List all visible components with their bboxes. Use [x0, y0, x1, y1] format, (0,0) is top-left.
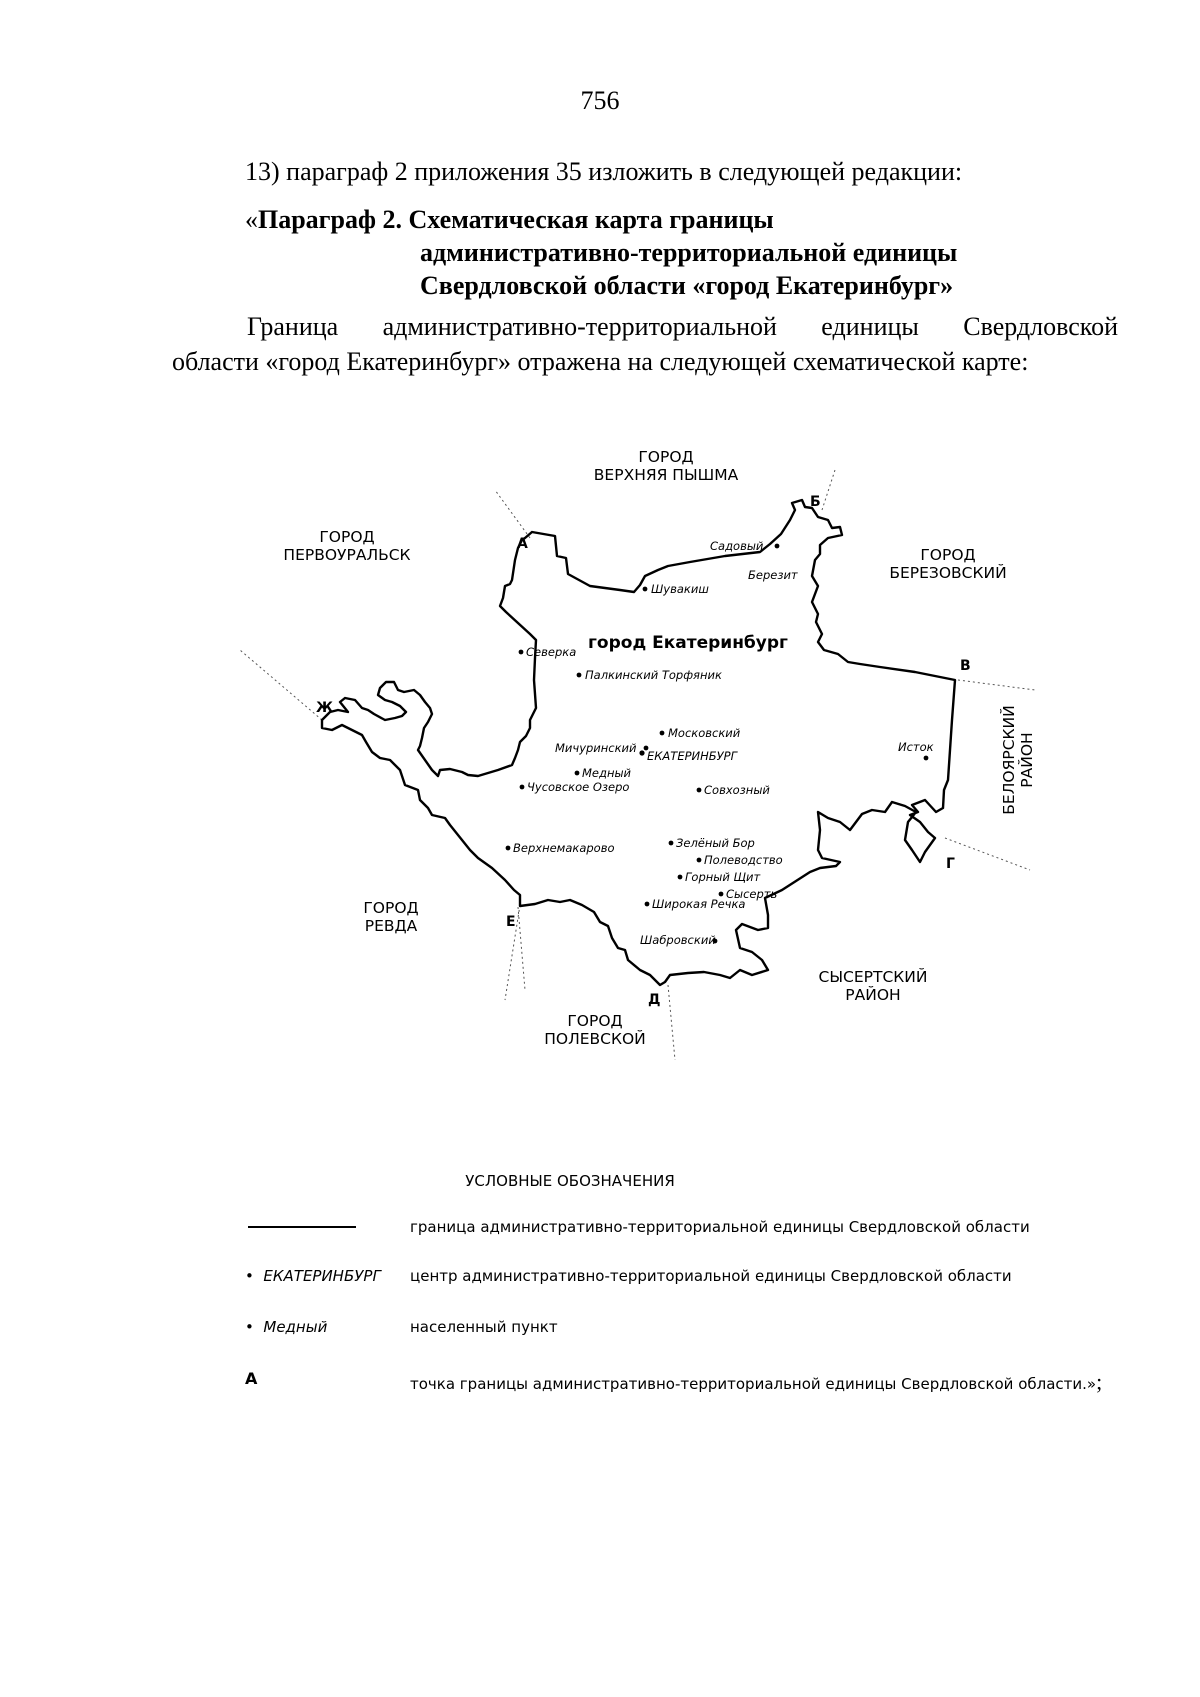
settlement-dot — [519, 650, 524, 655]
settlement-sysert: Сысерть — [726, 887, 778, 901]
settlement-zeleny-bor: Зелёный Бор — [676, 836, 755, 850]
center-dot — [639, 750, 644, 755]
legend-center-symbol: • ЕКАТЕРИНБУРГ — [245, 1267, 381, 1285]
neighbor-revda-1: ГОРОД — [363, 899, 419, 917]
neighbor-berezovsky-2: БЕРЕЗОВСКИЙ — [889, 564, 1007, 582]
legend-center-label: ЕКАТЕРИНБУРГ — [263, 1267, 381, 1285]
settlement-dot — [643, 587, 648, 592]
intro-line-1: Граница административно-территориальной единицы Свердловской — [247, 312, 1118, 341]
legend-semicolon: ; — [1096, 1369, 1103, 1394]
legend-title: УСЛОВНЫЕ ОБОЗНАЧЕНИЯ — [465, 1172, 675, 1190]
settlement-dot — [577, 673, 582, 678]
point-e: Е — [506, 914, 516, 930]
settlement-palkinsky: Палкинский Торфяник — [585, 668, 722, 682]
neighbor-beloyarsky-1: БЕЛОЯРСКИЙ — [1000, 705, 1018, 815]
neighbor-pervouralsk-1: ГОРОД — [319, 528, 375, 546]
legend-point-symbol: А — [245, 1369, 258, 1388]
point-a: А — [517, 536, 528, 552]
point-b: Б — [810, 494, 821, 510]
intro-line-2: области «город Екатеринбург» отражена на следующей схематической карте: — [172, 347, 1029, 376]
legend-point-desc — [410, 1369, 1102, 1395]
neighbor-revda-2: РЕВДА — [364, 917, 418, 935]
neighbor-pervouralsk-2: ПЕРВОУРАЛЬСК — [283, 546, 411, 564]
legend-center-desc: центр административно-территориальной единицы Свердловской области — [410, 1267, 1012, 1285]
center-label: ЕКАТЕРИНБУРГ — [647, 749, 738, 763]
neighbor-verkhnyaya-pyshma-2: ВЕРХНЯЯ ПЫШМА — [593, 466, 739, 484]
center-marker — [639, 749, 738, 763]
settlement-dot — [575, 771, 580, 776]
neighbor-polevskoy-1: ГОРОД — [567, 1012, 623, 1030]
heading-line-3: Свердловской области «город Екатеринбург» — [420, 271, 954, 300]
settlement-severka: Северка — [526, 645, 577, 659]
settlement-moskovsky: Московский — [668, 726, 741, 740]
settlement-dot — [645, 902, 650, 907]
settlement-michurinsky: Мичуринский — [555, 741, 637, 755]
legend-point-text: точка границы административно-территориальной единицы Свердловской области.» — [410, 1375, 1097, 1393]
point-v: В — [960, 658, 971, 674]
settlement-sadovy: Садовый — [710, 539, 764, 553]
settlement-dot — [520, 785, 525, 790]
settlement-dot — [678, 875, 683, 880]
settlement-dot — [506, 846, 511, 851]
settlement-dot — [697, 788, 702, 793]
point-zh: Ж — [316, 700, 334, 716]
neighbor-beloyarsky-2: РАЙОН — [1018, 732, 1036, 788]
settlement-dot — [644, 746, 649, 751]
legend-border-desc: граница административно-территориальной единицы Свердловской области — [410, 1218, 1030, 1236]
settlement-shuvakish: Шувакиш — [651, 582, 709, 596]
settlement-sovkhozny: Совхозный — [704, 783, 770, 797]
heading-line-2: административно-территориальной единицы — [420, 238, 958, 267]
page-number: 756 — [580, 86, 620, 115]
settlement-dot — [697, 858, 702, 863]
settlement-istok: Исток — [898, 740, 934, 754]
map-title: город Екатеринбург — [588, 633, 788, 653]
settlement-dot — [924, 756, 929, 761]
neighbor-sysertsky-2: РАЙОН — [845, 986, 901, 1004]
point-d: Д — [648, 992, 661, 1008]
neighbor-verkhnyaya-pyshma-1: ГОРОД — [638, 448, 694, 466]
settlement-shirokaya-rechka: Широкая Речка — [652, 897, 746, 911]
neighbor-berezovsky-1: ГОРОД — [920, 546, 976, 564]
neighbor-sysertsky-1: СЫСЕРТСКИЙ — [818, 968, 928, 986]
settlement-gorny-shchit: Горный Щит — [685, 870, 761, 884]
settlement-dot — [660, 731, 665, 736]
heading-line-1: Параграф 2. Схематическая карта границы — [258, 205, 774, 234]
legend-settlement-label: Медный — [263, 1318, 328, 1336]
settlement-dot — [775, 544, 780, 549]
settlement-medny: Медный — [582, 766, 632, 780]
point-g: Г — [946, 856, 955, 872]
settlement-berezit: Березит — [748, 568, 798, 582]
settlement-chusovskoe: Чусовское Озеро — [527, 780, 630, 794]
settlement-polevodstvo: Полеводство — [704, 853, 783, 867]
heading-open-quote: « — [245, 205, 258, 234]
legend-border-line — [248, 1226, 356, 1228]
legend-settlement-symbol: • Медный — [245, 1318, 328, 1336]
settlement-verkhnemakarovo: Верхнемакарово — [513, 841, 615, 855]
settlements — [506, 539, 934, 947]
settlement-dot — [669, 841, 674, 846]
legend-settlement-desc: населенный пункт — [410, 1318, 558, 1336]
settlement-shabrovsky: Шабровский — [640, 933, 716, 947]
neighbor-polevskoy-2: ПОЛЕВСКОЙ — [544, 1030, 646, 1048]
amendment-text: 13) параграф 2 приложения 35 изложить в следующей редакции: — [245, 157, 963, 186]
settlement-dot — [719, 892, 724, 897]
